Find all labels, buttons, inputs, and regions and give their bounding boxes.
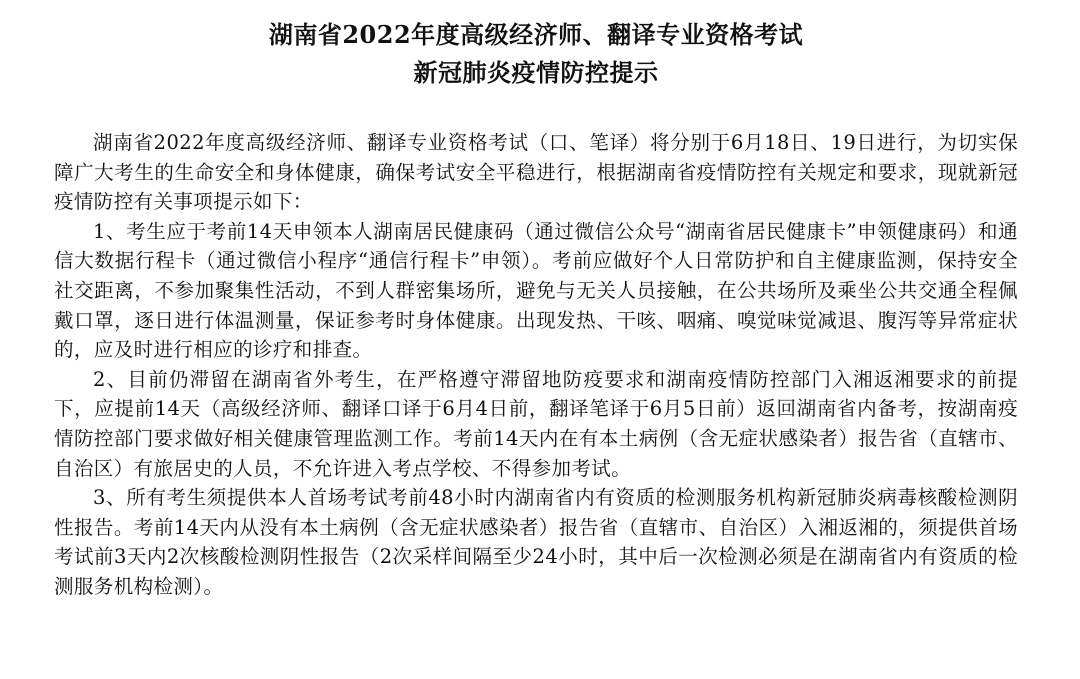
- title-line-2: 新冠肺炎疫情防控提示: [413, 58, 659, 87]
- item-1-paragraph: 1、考生应于考前14天申领本人湖南居民健康码（通过微信公众号“湖南省居民健康卡”申领健康码）和通信大数据行程卡（通过微信小程序“通信行程卡”申领）。考前应做好个人日常防护和自主健康监测，保持安全社交距离，不参加聚集性活动，不到人群密集场所，避免与无关人员接触，在公共场所及乘坐公共交通全程佩戴口罩，逐日进行体温测量，保证参考时身体健康。出现发热、干咳、咽痛、嗅觉味觉减退、腹泻等异常症状的，应及时进行相应的诊疗和排查。: [54, 219, 1018, 362]
- document-title: [54, 18, 1018, 90]
- intro-paragraph: 湖南省2022年度高级经济师、翻译专业资格考试（口、笔译）将分别于6月18日、19日进行，为切实保障广大考生的生命安全和身体健康，确保考试安全平稳进行，根据湖南省疫情防控有关规定和要求，现就新冠疫情防控有关事项提示如下：: [54, 131, 1018, 214]
- item-3-paragraph: 3、所有考生须提供本人首场考试考前48小时内湖南省内有资质的检测服务机构新冠肺炎病毒核酸检测阴性报告。考前14天内从没有本土病例（含无症状感染者）报告省（直辖市、自治区）入湘返湘的，须提供首场考试前3天内2次核酸检测阴性报告（2次采样间隔至少24小时，其中后一次检测必须是在湖南省内有资质的检测服务机构检测）。: [54, 486, 1018, 598]
- document-body: [54, 128, 1018, 602]
- title-line-1: 湖南省2022年度高级经济师、翻译专业资格考试: [268, 20, 804, 49]
- item-2-paragraph: 2、目前仍滞留在湖南省外考生，在严格遵守滞留地防疫要求和湖南疫情防控部门入湘返湘要求的前提下，应提前14天（高级经济师、翻译口译于6月4日前，翻译笔译于6月5日前）返回湖南省内备考，按湖南疫情防控部门要求做好相关健康管理监测工作。考前14天内在有本土病例（含无症状感染者）报告省（直辖市、自治区）有旅居史的人员，不允许进入考点学校、不得参加考试。: [54, 367, 1018, 480]
